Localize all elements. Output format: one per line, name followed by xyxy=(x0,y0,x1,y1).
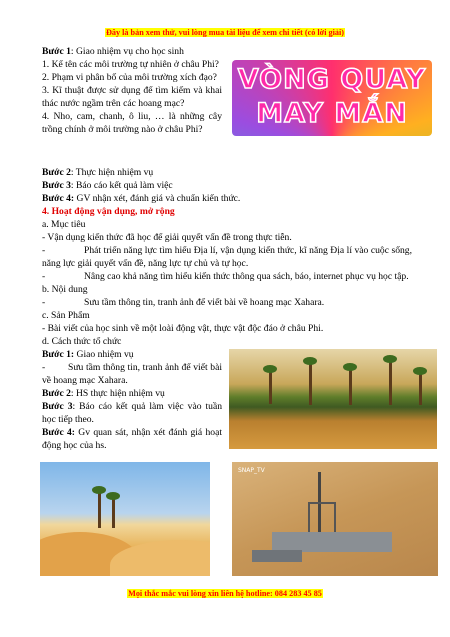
org-step4-text: Gv quan sát, nhận xét đánh giá hoạt động học của hs. xyxy=(42,427,222,451)
step2-label: Bước 2 xyxy=(42,167,71,178)
organization-title: d. Cách thức tổ chức xyxy=(42,336,122,347)
step1-label: Bước 1 xyxy=(42,46,71,57)
bullet-dash: - xyxy=(42,245,46,256)
wheel-title-line1: VÒNG QUAY xyxy=(237,64,427,95)
oil-field-photo xyxy=(232,462,438,576)
org-step1-text: Giao nhiệm vụ xyxy=(74,349,134,360)
section-heading: 4. Hoạt động vận dụng, mở rộng xyxy=(42,206,175,217)
hotline-banner-text: Mọi thắc mắc vui lòng xin liên hệ hotline: 084 283 45 85 xyxy=(128,589,322,598)
step1-block xyxy=(42,45,222,136)
preview-banner-text: Đây là bản xem thử, vui lòng mua tài liệu để xem chi tiết (có lời giải) xyxy=(105,28,344,37)
product-line: - Bài viết của học sinh về một loài động vật, thực vật độc đáo ở châu Phi. xyxy=(42,323,324,334)
objective-line: - Vận dụng kiến thức đã học để giải quyết vấn đề trong thực tiễn. xyxy=(42,232,292,243)
question-3: 3. Kĩ thuật được sử dụng để tìm kiếm và khai thác nước ngầm trên các hoang mạc? xyxy=(42,85,222,109)
organization-steps xyxy=(42,348,222,452)
org-bullet: Sưu tầm thông tin, tranh ảnh để viết bài về hoang mạc Xahara. xyxy=(42,362,222,386)
step3-label: Bước 3 xyxy=(42,180,71,191)
wheel-title-line2: MAY MẮN xyxy=(256,98,408,129)
desert-dunes-photo xyxy=(40,462,210,576)
lucky-wheel-image xyxy=(232,60,432,136)
objective-bullet-1: Phát triển năng lực tìm hiểu Địa lí, vận dụng kiến thức, kĩ năng Địa lí vào cuộc sống, năng lực giải quyết vấn đề, năng lực tự chủ và tự học. xyxy=(42,245,412,269)
step4-label: Bước 4: xyxy=(42,193,75,204)
bullet-dash: - xyxy=(42,297,46,308)
question-4: 4. Nho, cam, chanh, ô liu, … là những cây trồng chính ở môi trường nào ở châu Phi? xyxy=(42,111,222,135)
product-title: c. Sản Phẩm xyxy=(42,310,90,321)
bullet-dash: - xyxy=(42,271,46,282)
hotline-banner xyxy=(0,589,450,598)
oilfield-watermark: SNAP_TV xyxy=(238,467,265,474)
org-step3-text: : Báo cáo kết quả làm việc vào tuần học tiếp theo. xyxy=(42,401,222,425)
preview-banner xyxy=(0,28,450,37)
content-bullet: Sưu tầm thông tin, tranh ảnh để viết bài về hoang mạc Xahara. xyxy=(84,297,325,308)
bullet-dash: - xyxy=(42,362,46,373)
oasis-photo xyxy=(229,349,437,449)
org-step2-text: : HS thực hiện nhiệm vụ xyxy=(70,388,165,399)
objective-bullet-2: Nâng cao khả năng tìm hiểu kiến thức thông qua sách, báo, internet phục vụ học tập. xyxy=(84,271,409,282)
org-step4-label: Bước 4: xyxy=(42,427,76,438)
org-step1-label: Bước 1: xyxy=(42,349,75,360)
question-1: 1. Kể tên các môi trường tự nhiên ở châu Phi? xyxy=(42,59,219,70)
question-2: 2. Phạm vi phân bố của môi trường xích đạo? xyxy=(42,72,217,83)
main-body xyxy=(42,166,412,348)
org-step3-label: Bước 3 xyxy=(42,401,73,412)
step4-text: GV nhận xét, đánh giá và chuẩn kiến thức. xyxy=(74,193,241,204)
step3-text: : Báo cáo kết quả làm việc xyxy=(70,180,173,191)
step1-text: : Giao nhiệm vụ cho học sinh xyxy=(70,46,184,57)
objective-title: a. Mục tiêu xyxy=(42,219,86,230)
step2-text: : Thực hiện nhiệm vụ xyxy=(70,167,154,178)
org-step2-label: Bước 2 xyxy=(42,388,71,399)
content-title: b. Nội dung xyxy=(42,284,88,295)
